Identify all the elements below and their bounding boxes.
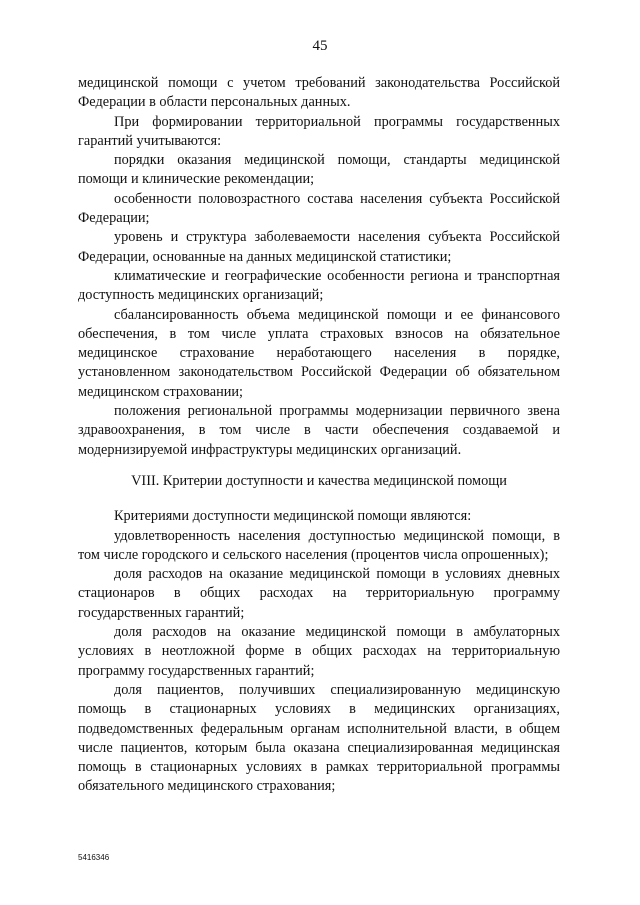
criterion-item: доля расходов на оказание медицинской помощи в амбулаторных условиях в неотложной форме в общих расходах на территориальную программу государственных гарантий; (78, 624, 560, 679)
factor-item: уровень и структура заболеваемости населения субъекта Российской Федерации, основанные на данных медицинской статистики; (78, 229, 560, 265)
factor-item: сбалансированность объема медицинской помощи и ее финансового обеспечения, в том числе уплата страховых взносов на обязательное медицинское страхование неработающего населения в порядке, установленном законодательством Российской Федерации об обязательном медицинском страховании; (78, 306, 560, 400)
factor-item: положения региональной программы модернизации первичного звена здравоохранения, в том числе в части обеспечения создаваемой и модернизируемой инфраструктуры медицинских организаций. (78, 403, 560, 458)
formation-lead: При формировании территориальной программы государственных гарантий учитываются: (78, 113, 560, 149)
factor-item: особенности половозрастного состава населения субъекта Российской Федерации; (78, 190, 560, 227)
factor-item: порядки оказания медицинской помощи, стандарты медицинской помощи и клинические рекомендации; (78, 152, 560, 188)
criteria-lead: Критериями доступности медицинской помощи являются: (114, 508, 472, 525)
criterion-item: доля расходов на оказание медицинской помощи в условиях дневных стационаров в общих расходах на территориальную программу государственных гарантий; (78, 566, 560, 621)
criterion-item: удовлетворенность населения доступностью медицинской помощи, в том числе городского и сельского населения (процентов числа опрошенных); (78, 527, 560, 563)
page-number: 45 (312, 38, 328, 54)
intro-continuation: медицинской помощи с учетом требований законодательства Российской Федерации в области персональных данных. (78, 75, 560, 111)
section-heading: VIII. Критерии доступности и качества медицинской помощи (131, 472, 507, 489)
criterion-item: доля пациентов, получивших специализированную медицинскую помощь в стационарных условиях в медицинских организациях, подведомственных федеральным органам исполнительной власти, в общем числе пациентов, которым была оказана специализированная медицинская помощь в стационарных условиях в рамках территориальной программы обязательного медицинского страхования; (78, 681, 560, 795)
document-body (78, 74, 560, 797)
factor-item: климатические и географические особенности региона и транспортная доступность медицинских организаций; (78, 267, 560, 304)
footer-document-code: 5416346 (78, 853, 110, 862)
